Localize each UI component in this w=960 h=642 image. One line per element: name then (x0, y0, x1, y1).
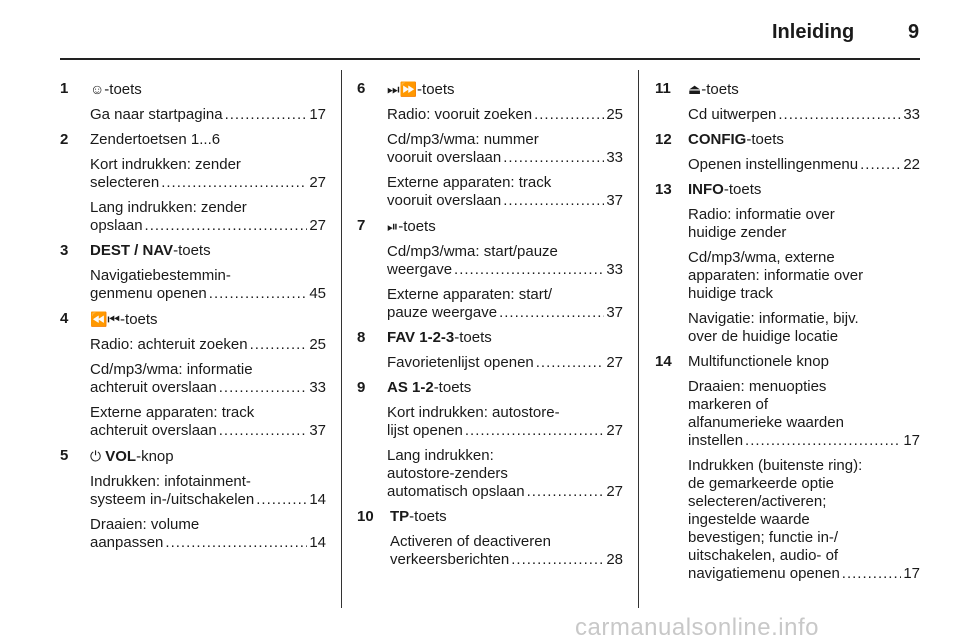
entry-number: 8 (357, 329, 366, 346)
leader-dots (454, 261, 604, 279)
description-line: bevestigen; functie in-/ (688, 529, 839, 546)
column-3 (655, 80, 920, 590)
entry-heading (90, 447, 326, 466)
leader-dots (219, 422, 308, 440)
page-reference[interactable]: 37 (606, 304, 623, 321)
entry-number: 11 (655, 80, 671, 97)
leader-dots (499, 304, 604, 322)
description-line: Externe apparaten: start/ (387, 286, 553, 303)
entry-description (688, 106, 920, 124)
entry-description (387, 106, 623, 124)
entry-description (688, 457, 920, 583)
home-icon: ☺ (90, 81, 105, 97)
index-entry (60, 310, 326, 440)
description-line: Radio: achteruit zoeken (90, 336, 248, 353)
leader-dots (161, 174, 307, 192)
description-line: Cd/mp3/wma: informatie (90, 361, 253, 378)
description-line: Cd/mp3/wma: nummer (387, 131, 539, 148)
description-line: Activeren of deactiveren (390, 533, 551, 550)
description-line: de gemarkeerde optie (688, 475, 834, 492)
description-line: selecteren/activeren; (688, 493, 827, 510)
entry-description (387, 174, 623, 210)
page-reference[interactable]: 14 (309, 534, 326, 551)
page-reference[interactable]: 33 (606, 149, 623, 166)
page-reference[interactable]: 17 (903, 565, 920, 582)
entry-number: 4 (60, 310, 69, 327)
entry-description (688, 378, 920, 450)
entry-description (387, 243, 623, 279)
description-line: Navigatiebestemmin- (90, 267, 231, 284)
entry-key-label: AS 1-2 (387, 379, 434, 396)
page-reference[interactable]: 25 (309, 336, 326, 353)
description-line: apparaten: informatie over (688, 267, 864, 284)
description-line: Cd/mp3/wma, externe (688, 249, 835, 266)
description-line: alfanumerieke waarden (688, 414, 844, 431)
entry-description (688, 156, 920, 174)
description-line: Openen instellingenmenu (688, 156, 859, 173)
description-line: pauze weergave (387, 304, 498, 321)
description-line: lijst openen (387, 422, 463, 439)
entry-heading-text: -toets (701, 81, 739, 98)
entry-description (90, 404, 326, 440)
entry-heading-text: -toets (409, 508, 447, 525)
leader-dots (778, 106, 901, 124)
description-line: Cd uitwerpen (688, 106, 777, 123)
entry-key-label: FAV 1-2-3 (387, 329, 455, 346)
description-line: Favorietenlijst openen (387, 354, 534, 371)
leader-dots (536, 354, 605, 372)
entry-number: 1 (60, 80, 69, 97)
leader-dots (250, 336, 308, 354)
index-entry (357, 508, 623, 569)
entry-heading-text: -toets (417, 81, 455, 98)
entry-description (387, 131, 623, 167)
description-line: ingestelde waarde (688, 511, 810, 528)
page-reference[interactable]: 27 (309, 217, 326, 234)
entry-heading (90, 242, 326, 260)
index-entry (655, 131, 920, 174)
description-line: Kort indrukken: autostore- (387, 404, 560, 421)
entry-description (90, 199, 326, 235)
description-line: Radio: vooruit zoeken (387, 106, 533, 123)
description-line: Draaien: volume (90, 516, 200, 533)
entry-number: 7 (357, 217, 366, 234)
entry-description (90, 106, 326, 124)
page-reference[interactable]: 33 (903, 106, 920, 123)
leader-dots (165, 534, 307, 552)
page-reference[interactable]: 28 (606, 551, 623, 568)
page-header-title: Inleiding (772, 21, 855, 43)
description-line: navigatiemenu openen (688, 565, 840, 582)
description-line: huidige track (688, 285, 774, 302)
page-number: 9 (908, 21, 920, 43)
entry-heading-text: -toets (120, 311, 158, 328)
leader-dots (256, 491, 307, 509)
description-line: over de huidige locatie (688, 328, 839, 345)
page-reference[interactable]: 27 (606, 354, 623, 371)
entry-key-label: TP (390, 508, 410, 525)
description-line: Lang indrukken: (387, 447, 494, 464)
leader-dots (209, 285, 308, 303)
entry-description (390, 533, 623, 569)
entry-number: 13 (655, 181, 672, 198)
leader-dots (511, 551, 604, 569)
index-entry (60, 80, 326, 124)
index-entry (60, 131, 326, 235)
column-divider (341, 70, 342, 608)
page-reference[interactable]: 33 (309, 379, 326, 396)
entry-description (90, 156, 326, 192)
leader-dots (842, 565, 902, 583)
entry-heading-text: -toets (173, 242, 211, 259)
page-reference[interactable]: 14 (309, 491, 326, 508)
page-reference[interactable]: 17 (309, 106, 326, 123)
column-1 (60, 80, 326, 559)
leader-dots (745, 432, 901, 450)
page-reference[interactable]: 17 (903, 432, 920, 449)
description-line: markeren of (688, 396, 769, 413)
entry-heading (387, 379, 623, 397)
entry-key-label: CONFIG (688, 131, 747, 148)
leader-dots (503, 149, 604, 167)
description-line: Lang indrukken: zender (90, 199, 247, 216)
leader-dots (225, 106, 308, 124)
entry-heading-text: -knop (136, 448, 174, 465)
description-line: Externe apparaten: track (90, 404, 255, 421)
description-line: genmenu openen (90, 285, 207, 302)
index-entry (655, 80, 920, 124)
entry-heading (688, 353, 920, 371)
entry-number: 10 (357, 508, 374, 525)
index-entry (60, 242, 326, 303)
leader-dots (503, 192, 604, 210)
page-reference[interactable]: 37 (309, 422, 326, 439)
description-line: Navigatie: informatie, bijv. (688, 310, 859, 327)
entry-heading-text: -toets (104, 81, 142, 98)
description-line: Radio: informatie over (688, 206, 835, 223)
entry-key-label: VOL (101, 448, 137, 465)
entry-key-label: DEST / NAV (90, 242, 174, 259)
column-2 (357, 80, 623, 576)
description-line: Externe apparaten: track (387, 174, 552, 191)
description-line: achteruit overslaan (90, 422, 217, 439)
entry-number: 6 (357, 80, 366, 97)
entry-description (387, 354, 623, 372)
description-line: Ga naar startpagina (90, 106, 223, 123)
watermark: carmanualsonline.info (575, 614, 819, 641)
index-entry (60, 447, 326, 552)
entry-key-label: INFO (688, 181, 724, 198)
entry-number: 2 (60, 131, 69, 148)
page-reference[interactable]: 27 (309, 174, 326, 191)
entry-heading-text: Multifunctionele knop (688, 353, 829, 370)
description-line: vooruit overslaan (387, 149, 502, 166)
entry-description (90, 473, 326, 509)
next-forward-icon: ⏭⏩ (387, 81, 418, 97)
rewind-previous-icon: ⏪⏮ (90, 311, 121, 327)
page-reference[interactable]: 37 (606, 192, 623, 209)
page-reference[interactable]: 25 (606, 106, 623, 123)
entry-description (387, 447, 623, 501)
entry-heading (90, 80, 326, 99)
page-reference[interactable]: 45 (309, 285, 326, 302)
index-entry (357, 80, 623, 210)
index-entry (357, 329, 623, 372)
entry-heading (688, 131, 920, 149)
entry-heading (387, 217, 623, 236)
description-line: systeem in-/uitschakelen (90, 491, 255, 508)
description-line: huidige zender (688, 224, 787, 241)
entry-heading-text: Zendertoetsen 1...6 (90, 131, 221, 148)
description-line: instellen (688, 432, 744, 449)
index-entry (357, 379, 623, 501)
entry-description (90, 336, 326, 354)
index-entry (655, 353, 920, 583)
page-reference[interactable]: 33 (606, 261, 623, 278)
entry-heading-text: -toets (398, 218, 436, 235)
description-line: opslaan (90, 217, 143, 234)
eject-icon: ⏏ (688, 81, 702, 97)
description-line: verkeersberichten (390, 551, 510, 568)
leader-dots (219, 379, 308, 397)
entry-number: 12 (655, 131, 672, 148)
entry-number: 5 (60, 447, 69, 464)
leader-dots (465, 422, 604, 440)
entry-heading (390, 508, 623, 526)
entry-number: 14 (655, 353, 672, 370)
page-reference[interactable]: 27 (606, 483, 623, 500)
description-line: automatisch opslaan (387, 483, 525, 500)
page-reference[interactable]: 27 (606, 422, 623, 439)
description-line: achteruit overslaan (90, 379, 217, 396)
description-line: weergave (387, 261, 453, 278)
entry-description (688, 249, 920, 303)
entry-number: 9 (357, 379, 366, 396)
power-icon: ⏻ (90, 448, 102, 464)
leader-dots (527, 483, 605, 501)
entry-heading (688, 181, 920, 199)
leader-dots (860, 156, 901, 174)
index-entry (357, 217, 623, 322)
entry-heading (90, 131, 326, 149)
entry-heading (387, 80, 623, 99)
entry-number: 3 (60, 242, 69, 259)
description-line: Indrukken (buitenste ring): (688, 457, 863, 474)
header-rule (60, 58, 920, 60)
description-line: Draaien: menuopties (688, 378, 827, 395)
description-line: selecteren (90, 174, 160, 191)
column-divider (638, 70, 639, 608)
entry-description (688, 206, 920, 242)
page-reference[interactable]: 22 (903, 156, 920, 173)
entry-heading (688, 80, 920, 99)
entry-heading (90, 310, 326, 329)
description-line: uitschakelen, audio- of (688, 547, 839, 564)
entry-description (90, 516, 326, 552)
entry-description (387, 286, 623, 322)
play-pause-icon: ⏯ (387, 218, 399, 234)
entry-heading-text: -toets (723, 181, 762, 198)
description-line: aanpassen (90, 534, 164, 551)
description-line: vooruit overslaan (387, 192, 502, 209)
entry-description (688, 310, 920, 346)
leader-dots (534, 106, 604, 124)
index-entry (655, 181, 920, 346)
description-line: Indrukken: infotainment- (90, 473, 251, 490)
entry-heading (387, 329, 623, 347)
entry-description (387, 404, 623, 440)
entry-description (90, 267, 326, 303)
entry-description (90, 361, 326, 397)
description-line: Kort indrukken: zender (90, 156, 241, 173)
entry-heading-text: -toets (746, 131, 784, 148)
entry-heading-text: -toets (433, 379, 472, 396)
entry-heading-text: -toets (454, 329, 492, 346)
description-line: Cd/mp3/wma: start/pauze (387, 243, 558, 260)
leader-dots (145, 217, 308, 235)
description-line: autostore-zenders (387, 465, 508, 482)
